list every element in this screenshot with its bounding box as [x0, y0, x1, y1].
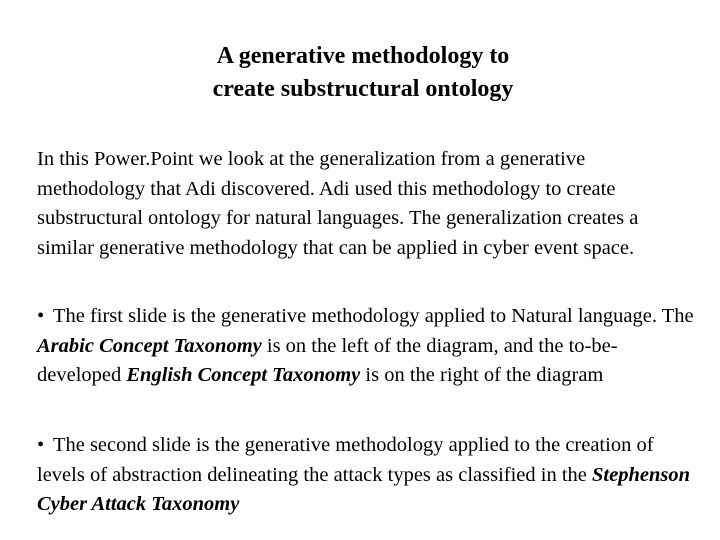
bullet-1-text-3: is on the right of the diagram	[360, 364, 604, 386]
title-line-1: A generative methodology to	[216, 43, 510, 69]
bullet-marker: •	[37, 434, 45, 456]
bullet-marker: •	[37, 305, 45, 327]
slide-title	[0, 40, 720, 106]
stephenson-cyber-attack-taxonomy-emphasis: Stephenson Cyber Attack Taxonomy	[37, 463, 691, 515]
bullet-item-2	[37, 431, 697, 520]
intro-paragraph: In this Power.Point we look at the generalization from a generative methodology that Adi discovered. Adi used this methodology to create substructural ontology for natural languages. The generalization creates a similar generative methodology that can be applied in cyber event space.	[37, 148, 639, 259]
title-line-2: create substructural ontology	[212, 76, 514, 102]
bullet-1-text-1: The first slide is the generative methodology applied to Natural language. The	[52, 305, 694, 327]
bullet-2-text-1: The second slide is the generative methodology applied to the creation of levels of abstraction delineating the attack types as classified in the	[37, 434, 654, 486]
bullet-item-1	[37, 302, 697, 391]
arabic-concept-taxonomy-emphasis: Arabic Concept Taxonomy	[37, 334, 262, 357]
bullet-1-text-2: is on the left of the diagram, and the to-be-developed	[37, 334, 618, 386]
english-concept-taxonomy-emphasis: English Concept Taxonomy	[126, 364, 361, 386]
